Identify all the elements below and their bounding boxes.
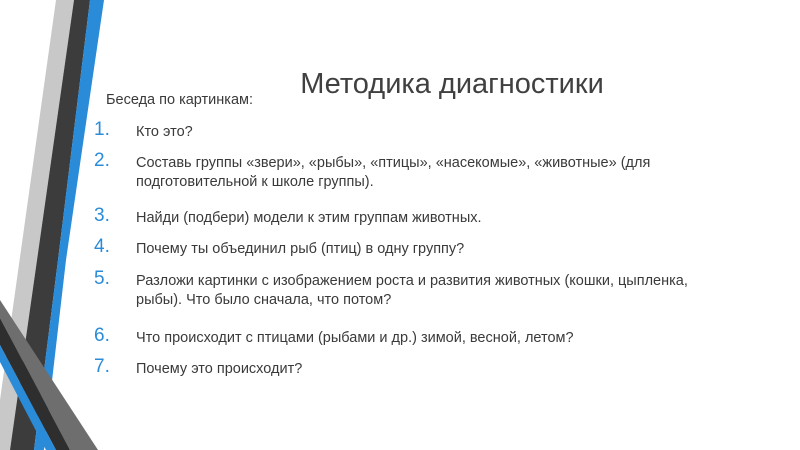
list-number: 1.: [94, 119, 110, 140]
list-text: Что происходит с птицами (рыбами и др.) зимой, весной, летом?: [136, 330, 574, 346]
slide-title: Методика диагностики: [300, 68, 604, 100]
list-text: Кто это?: [136, 124, 193, 140]
list-text: Почему это происходит?: [136, 361, 303, 377]
list-text: Разложи картинки с изображением роста и развития животных (кошки, цыпленка, рыбы). Что было сначала, что потом?: [136, 273, 688, 308]
list-text: Почему ты объединил рыб (птиц) в одну группу?: [136, 241, 465, 257]
list-number: 7.: [94, 356, 110, 377]
list-number: 5.: [94, 268, 110, 289]
intro-text: Беседа по картинкам:: [106, 92, 254, 108]
list-number: 6.: [94, 325, 110, 346]
list-text: Найди (подбери) модели к этим группам животных.: [136, 210, 482, 226]
list-number: 3.: [94, 205, 110, 226]
list-text: Составь группы «звери», «рыбы», «птицы», «насекомые», «животные» (для подготовительной к школе группы).: [136, 155, 651, 190]
list-number: 4.: [94, 236, 110, 257]
list-number: 2.: [94, 150, 110, 171]
